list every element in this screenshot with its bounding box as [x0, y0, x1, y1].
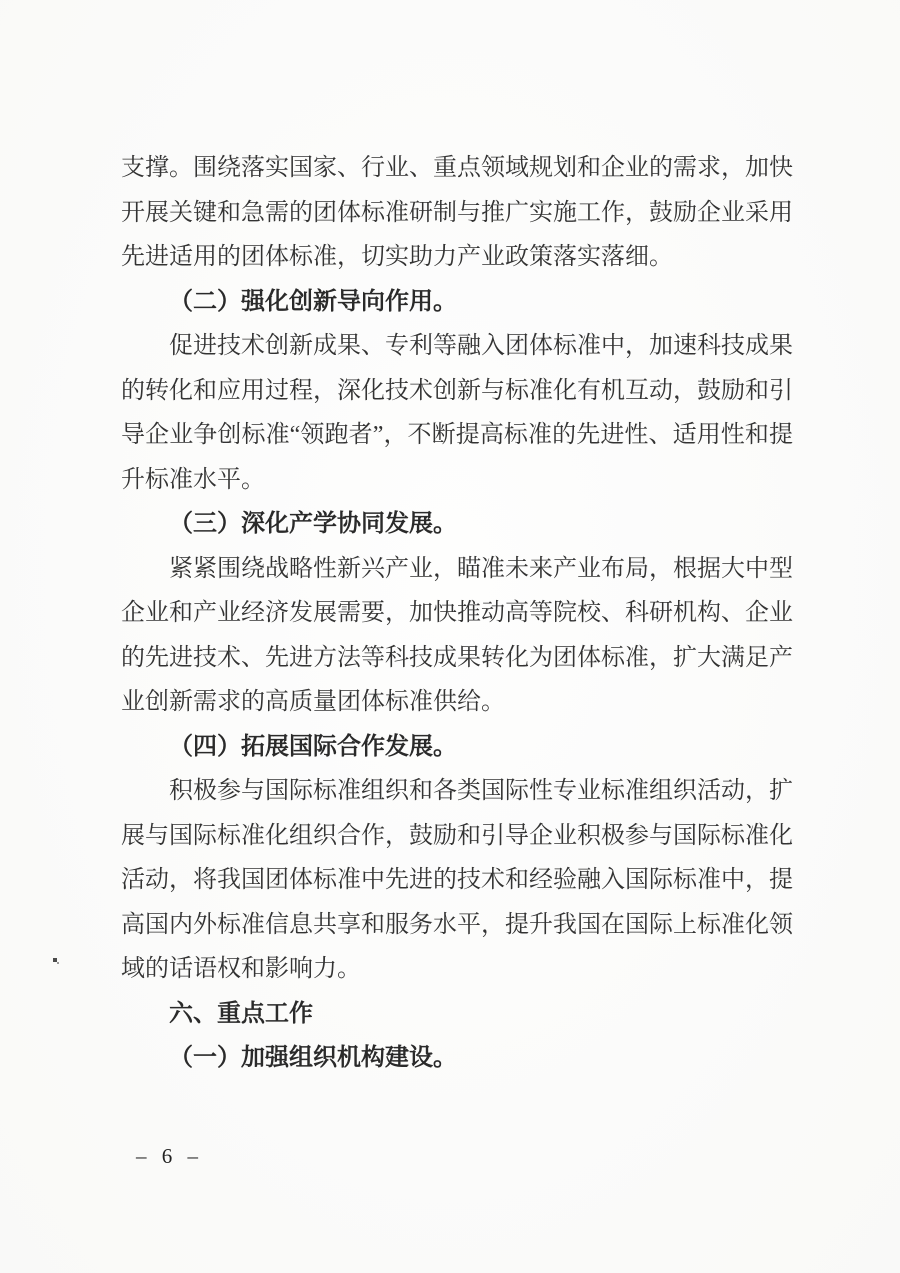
- section-heading-4: （四）拓展国际合作发展。: [169, 733, 457, 760]
- section-heading-3: （三）深化产学协同发展。: [169, 511, 457, 537]
- paragraph-continuation: 支撑。围绕落实国家、行业、重点领域规划和企业的需求，加快开展关键和急需的团体标准研制与推广实施工作，鼓励企业采用先进适用的团体标准，切实助力产业政策落实落细。: [121, 155, 793, 270]
- paragraph-industry-academia: 紧紧围绕战略性新兴产业，瞄准未来产业布局，根据大中型企业和产业经济发展需要，加快推动高等院校、科研机构、企业的先进技术、先进方法等科技成果转化为团体标准，扩大满足产业创新需求的高质量团体标准供给。: [121, 555, 793, 715]
- page-number: – 6 –: [136, 1144, 203, 1168]
- paragraph-innovation: 促进技术创新成果、专利等融入团体标准中，加速科技成果的转化和应用过程，深化技术创新与标准化有机互动，鼓励和引导企业争创标准“领跑者”，不断提高标准的先进性、适用性和提升标准水平。: [121, 333, 793, 493]
- scan-speck: [53, 958, 57, 962]
- paragraph-international-cooperation: 积极参与国际标准组织和各类国际性专业标准组织活动，扩展与国际标准化组织合作，鼓励和引导企业积极参与国际标准化活动，将我国团体标准中先进的技术和经验融入国际标准中，提高国内外标准信息共享和服务水平，提升我国在国际上标准化领域的话语权和影响力。: [121, 778, 793, 982]
- chapter-heading-6: 六、重点工作: [169, 1000, 313, 1027]
- section-heading-2: （二）强化创新导向作用。: [169, 288, 457, 315]
- document-body: [121, 146, 793, 1081]
- section-heading-1: （一）加强组织机构建设。: [169, 1045, 457, 1071]
